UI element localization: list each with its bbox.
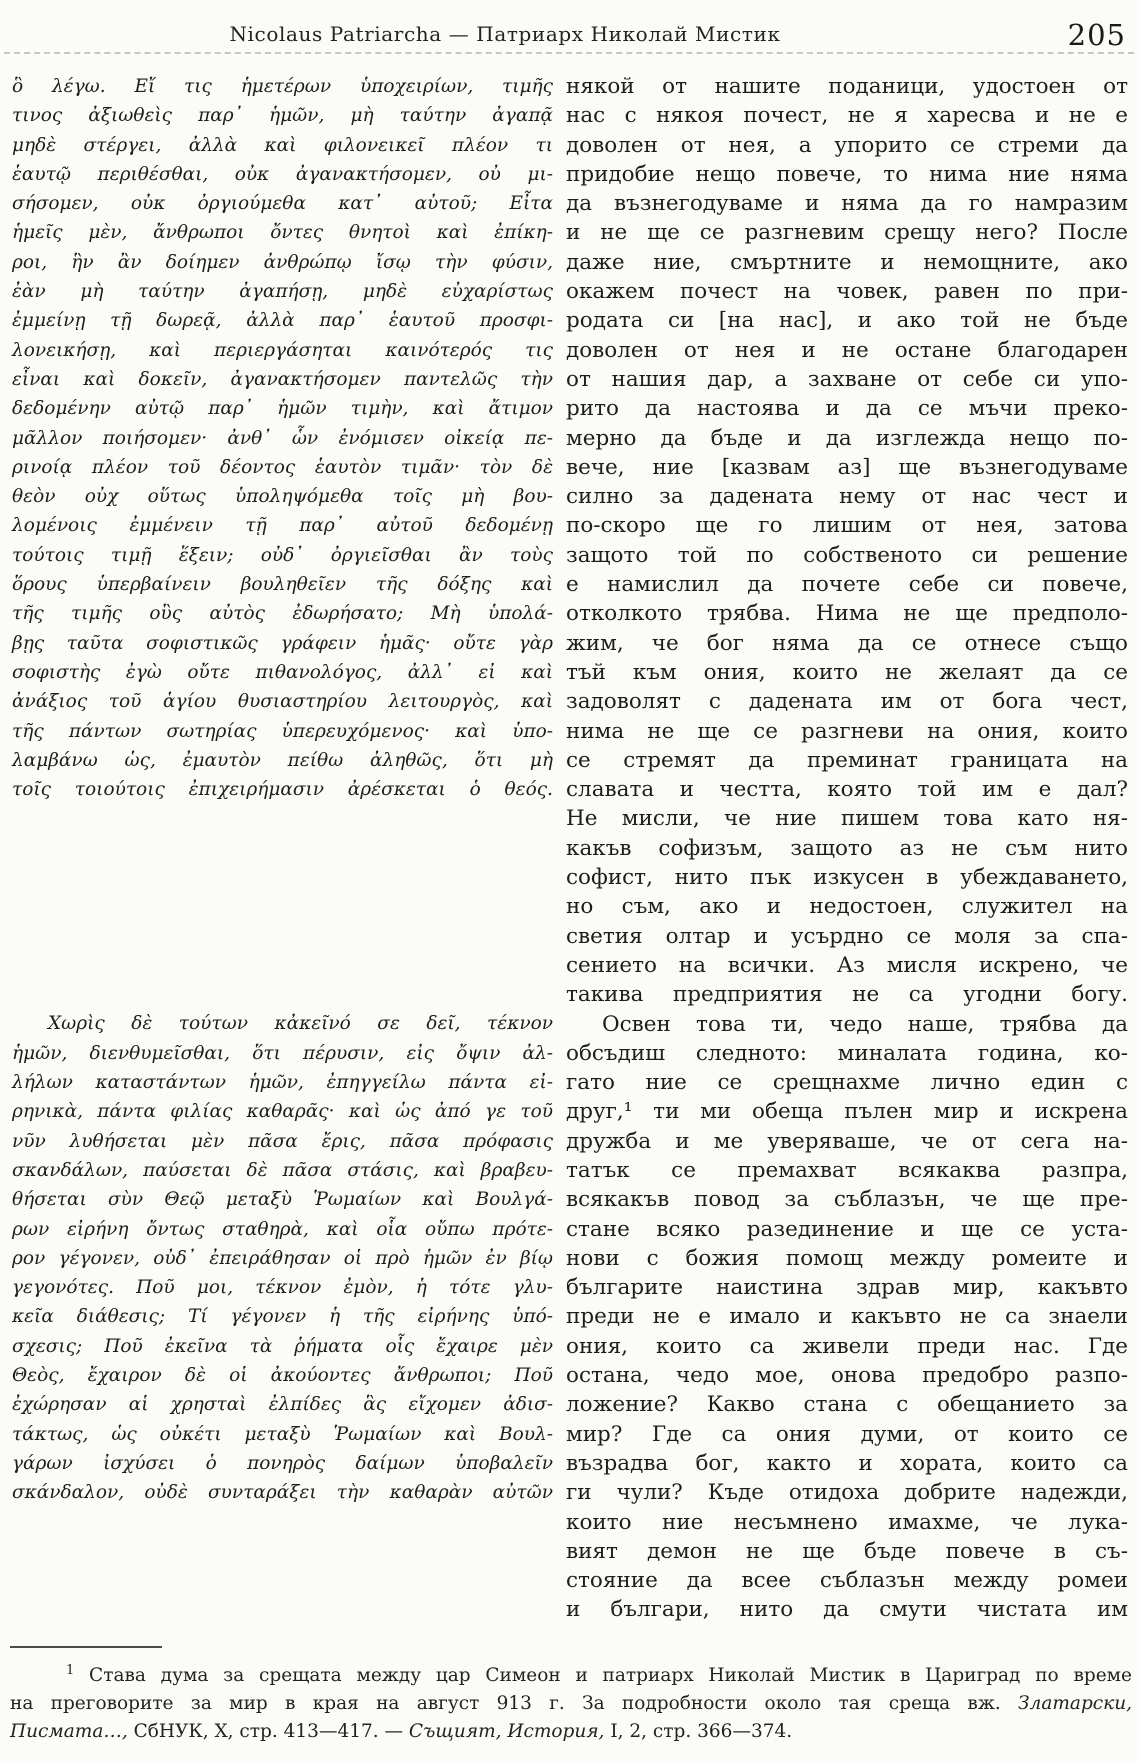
- text-line: дружба и ме уверяваше, че от сега на-: [566, 1128, 1128, 1154]
- text-line: някой от нашите поданици, удостоен от: [566, 74, 1128, 99]
- text-line: μᾶλλον ποιήσομεν· ἀνθ᾽ ὧν ἐνόμισεν οἰκείᾳ πε-: [12, 427, 553, 449]
- footnote-segment: СбНУК, X, стр. 413—417. —: [133, 1721, 409, 1742]
- text-line: Освен това ти, чедо наше, трябва да: [602, 1011, 1128, 1037]
- text-line: друг,¹ ти ми обеща пълен мир и искрена: [566, 1099, 1128, 1125]
- text-line: доволен от нея, а упорито се стреми да: [566, 132, 1128, 158]
- text-line: и българи, нито да смути чистата им: [566, 1597, 1128, 1623]
- text-line: вече, ние [казвам аз] ще възнегодуваме: [566, 454, 1128, 480]
- text-line: ρων εἰρήνη ὄντως σταθηρὰ, καὶ οἷα οὔπω πρότε-: [12, 1218, 553, 1240]
- text-line: τοῖς τοιούτοις ἐπιχειρήμασιν ἀρέσκεται ὁ θεός.: [12, 779, 553, 801]
- text-line: остана, чедо мое, онова предобро разпо-: [566, 1363, 1128, 1389]
- text-line: мир? Где са ония думи, от които се: [566, 1421, 1128, 1447]
- text-line: γάρων ἰσχύσει ὁ πονηρὸς δαίμων ὑποβαλεῖν: [12, 1452, 553, 1474]
- text-line: родата си [на нас], и ако той не бъде: [566, 308, 1128, 334]
- page-header: [0, 18, 1140, 56]
- paragraph: [12, 1009, 553, 1507]
- footnote-segment: Писмата…,: [10, 1721, 134, 1742]
- text-line: ἐὰν μὴ ταύτην ἀγαπήσῃ, μηδὲ εὐχαρίστως: [12, 281, 553, 303]
- text-line: θήσεται σὺν Θεῷ μεταξὺ Ῥωμαίων καὶ Βουλγά-: [12, 1189, 553, 1211]
- text-line: Не мисли, че ние пишем това като ня-: [566, 806, 1128, 832]
- text-line: които ние несъмнено имахме, че лука-: [566, 1509, 1128, 1535]
- text-line: ἀνάξιος τοῦ ἁγίου θυσιαστηρίου λειτουργὸς, καὶ: [12, 691, 553, 713]
- footnote-segment: Същият,: [408, 1721, 502, 1742]
- text-line: всякакъв повод за съблазън, че ще пре-: [566, 1187, 1128, 1213]
- text-line: τάκτως, ὡς οὐκέτι μεταξὺ Ῥωμαίων καὶ Βουλ-: [12, 1423, 553, 1445]
- paragraph: [12, 72, 553, 804]
- text-line: λήλων καταστάντων ἡμῶν, ἐπηγγείλω πάντα εἰ-: [12, 1072, 553, 1094]
- text-line: тъй към ония, които не желаят да се: [566, 659, 1128, 685]
- text-line: ἐχώρησαν αἱ χρησταὶ ἐλπίδες ἃς εἴχομεν ἀδισ-: [12, 1394, 553, 1416]
- footnote-line: [10, 1690, 1132, 1718]
- text-line: ρηνικὰ, πάντα φιλίας καθαρᾶς· καὶ ὡς ἀπό γε τοῦ: [12, 1101, 553, 1123]
- text-line: λονεικήσῃ, καὶ περιεργάσηται καινότερός τις: [12, 339, 553, 361]
- text-line: γεγονότες. Ποῦ μοι, τέκνον ἐμὸν, ἡ τότε γλυ-: [12, 1277, 553, 1299]
- footnote-separator-rule: [10, 1646, 162, 1648]
- text-line: ἡμεῖς μὲν, ἄνθρωποι ὄντες θνητοὶ καὶ ἐπίκη-: [12, 222, 553, 244]
- text-line: какъв софизъм, защото аз не съм нито: [566, 835, 1128, 861]
- text-line: и не ще се разгневим срещу него? После: [566, 220, 1128, 246]
- text-line: стояние да всее съблазън между ромеи: [566, 1568, 1128, 1594]
- text-line: ὅρους ὑπερβαίνειν βουληθεῖεν τῆς δόξης καὶ: [12, 574, 553, 596]
- text-line: от нашия дар, а захване от себе си упо-: [566, 366, 1128, 392]
- footnote-marker: 1: [66, 1662, 75, 1678]
- page-number: 205: [1067, 18, 1126, 52]
- running-title: Nicolaus Patriarcha — Патриарх Николай Мистик: [229, 22, 781, 46]
- text-line: преди не е имало и какъвто не са знаели: [566, 1304, 1128, 1330]
- text-line: λαμβάνω ὡς, ἐμαυτὸν πείθω ἀληθῶς, ὅτι μὴ: [12, 749, 553, 771]
- text-line: рито да настоява и да се мъчи преко-: [566, 396, 1128, 422]
- text-line: νῦν λυθήσεται μὲν πᾶσα ἔρις, πᾶσα πρόφασις: [12, 1130, 553, 1152]
- text-line: ложение? Какво стана с обещанието за: [566, 1392, 1128, 1418]
- greek-text-column: [12, 72, 553, 1507]
- text-line: отколкото трябва. Нима не ще предполо-: [566, 601, 1128, 627]
- text-line: Θεὸς, ἔχαιρον δὲ οἱ ἀκούοντες ἄνθρωποι; Ποῦ: [12, 1364, 553, 1386]
- text-line: σήσομεν, οὐκ ὀργιούμεθα κατ᾽ αὐτοῦ; Εἶτα: [12, 193, 553, 215]
- text-line: нас с някоя почест, не я харесва и не е: [566, 103, 1128, 129]
- text-line: σοφιστὴς ἐγὼ οὔτε πιθανολόγος, ἀλλ᾽ εἰ καὶ: [12, 661, 553, 683]
- text-line: σκανδάλων, παύσεται δὲ πᾶσα στάσις, καὶ βραβευ-: [12, 1159, 553, 1181]
- text-line: стане всяко разединение и ще се уста-: [566, 1216, 1128, 1242]
- text-line: окажем почест на човек, равен по при-: [566, 279, 1128, 305]
- text-line: такива предприятия не са угодни богу.: [566, 982, 1128, 1008]
- text-line: ρον γέγονεν, οὐδ᾽ ἐπειράθησαν οἱ πρὸ ἡμῶν ἐν βίῳ: [12, 1247, 553, 1269]
- text-line: но съм, ако и недостоен, служител на: [566, 894, 1128, 920]
- text-line: βῃς ταῦτα σοφιστικῶς γράφειν ἡμᾶς· οὔτε γὰρ: [12, 632, 553, 654]
- text-line: гато ние се срещнахме лично един с: [566, 1070, 1128, 1096]
- text-line: θεὸν οὐχ οὕτως ὑποληψόμεθα τοῖς μὴ βου-: [12, 486, 553, 508]
- text-line: софист, нито пък изкусен в убеждаването,: [566, 865, 1128, 891]
- text-line: τῆς τιμῆς οὓς αὐτὸς ἐδωρήσατο; Μὴ ὑπολά-: [12, 603, 553, 625]
- text-line: εἶναι καὶ δοκεῖν, ἀγανακτήσομεν παντελῶς τὴν: [12, 368, 553, 390]
- text-line: обсъдиш следното: миналата година, ко-: [566, 1040, 1128, 1066]
- text-line: нима не ще се разгневи на ония, които: [566, 718, 1128, 744]
- text-line: е намислил да почете себе си повече,: [566, 572, 1128, 598]
- text-line: се стремят да преминат границата на: [566, 747, 1128, 773]
- text-line: силно за дадената нему от нас чест и: [566, 484, 1128, 510]
- footnote-segment: I, 2, стр. 366—374.: [604, 1721, 793, 1742]
- text-line: възрадва бог, както и хората, които са: [566, 1450, 1128, 1476]
- text-line: ροι, ἣν ἂν δοίημεν ἀνθρώπῳ ἴσῳ τὴν φύσιν,: [12, 251, 553, 273]
- footnote-segment: Става дума за срещата между цар Симеон и патриарх Николай Мистик в Цариград по време: [74, 1665, 1132, 1686]
- paragraph: [566, 72, 1128, 1010]
- footnote-segment: на преговорите за мир в края на август 913 г. За подробности около тая среща вж.: [10, 1693, 1019, 1714]
- text-line: κεῖα διάθεσις; Τί γέγονεν ἡ τῆς εἰρήνης ὑπό-: [12, 1306, 553, 1328]
- text-line: даже ние, смъртните и немощните, ако: [566, 249, 1128, 275]
- text-line: ὃ λέγω. Εἴ τις ἡμετέρων ὑποχειρίων, τιμῆς: [12, 76, 553, 97]
- text-line: татък се премахват всякаква разпра,: [566, 1157, 1128, 1183]
- header-rule: [4, 52, 1134, 54]
- bulgarian-text-column: [566, 72, 1128, 1625]
- text-line: λομένοις ἐμμένειν τῇ παρ᾽ αὐτοῦ δεδομένῃ: [12, 515, 553, 537]
- footnote-text: [10, 1662, 1132, 1746]
- footnote-segment: Златарски,: [1018, 1693, 1132, 1714]
- text-line: мерно да бъде и да изглежда нещо по-: [566, 425, 1128, 451]
- text-line: σχεσις; Ποῦ ἐκεῖνα τὰ ῥήματα οἷς ἔχαιρε μὲν: [12, 1335, 553, 1357]
- text-line: δεδομένην αὐτῷ παρ᾽ ἡμῶν τιμὴν, καὶ ἄτιμον: [12, 398, 553, 420]
- footnote-segment: История,: [501, 1721, 605, 1742]
- paragraph: [566, 1010, 1128, 1625]
- text-line: τῆς πάντων σωτηρίας ὑπερευχόμενος· καὶ ὑπο-: [12, 720, 553, 742]
- text-line: жим, че бог няма да се отнесе също: [566, 630, 1128, 656]
- text-line: ония, които са живели преди нас. Где: [566, 1333, 1128, 1359]
- text-line: σκάνδαλον, οὐδὲ συνταράξει τὴν καθαρὰν αὐτῶν: [12, 1482, 553, 1504]
- text-line: ἑαυτῷ περιθέσθαι, οὐκ ἀγανακτήσομεν, οὐ μι-: [12, 163, 553, 185]
- text-line: τινος ἀξιωθεὶς παρ᾽ ἡμῶν, μὴ ταύτην ἀγαπᾷ: [12, 105, 553, 127]
- text-line: нови с божия помощ между ромеите и: [566, 1245, 1128, 1271]
- text-line: ἡμῶν, διενθυμεῖσθαι, ὅτι πέρυσιν, εἰς ὄψιν ἀλ-: [12, 1042, 553, 1064]
- text-line: ρινοίᾳ πλέον τοῦ δέοντος ἑαυτὸν τιμᾶν· τὸν δὲ: [12, 456, 553, 478]
- text-line: придобие нещо повече, то нима ние няма: [566, 161, 1128, 187]
- text-line: τούτοις τιμῇ ἕξειν; οὐδ᾽ ὀργιεῖσθαι ἂν τοὺς: [12, 544, 553, 566]
- footnote-line: [10, 1718, 1132, 1746]
- text-line: сението на всички. Аз мисля искрено, че: [566, 952, 1128, 978]
- text-line: ἐμμείνῃ τῇ δωρεᾷ, ἀλλὰ παρ᾽ ἑαυτοῦ προσφι-: [12, 310, 553, 332]
- text-line: по-скоро ще го лишим от нея, затова: [566, 513, 1128, 539]
- text-line: славата и честта, която той им е дал?: [566, 777, 1128, 803]
- text-line: доволен от нея и не остане благодарен: [566, 337, 1128, 363]
- text-line: светия олтар и усърдно се моля за спа-: [566, 923, 1128, 949]
- text-line: да възнегодуваме и няма да го намразим: [566, 191, 1128, 217]
- footnote-line: [10, 1662, 1132, 1690]
- text-line: Χωρὶς δὲ τούτων κἀκεῖνό σε δεῖ, τέκνον: [48, 1013, 553, 1035]
- text-line: защото той по собственото си решение: [566, 542, 1128, 568]
- text-line: задоволят с дадената им от бога чест,: [566, 689, 1128, 715]
- text-line: μηδὲ στέργει, ἀλλὰ καὶ φιλονεικεῖ πλέον τι: [12, 134, 553, 156]
- text-line: вият демон не ще бъде повече в съ-: [566, 1538, 1128, 1564]
- text-line: ги чули? Къде отидоха добрите надежди,: [566, 1480, 1128, 1506]
- text-line: българите наистина здрав мир, какъвто: [566, 1275, 1128, 1301]
